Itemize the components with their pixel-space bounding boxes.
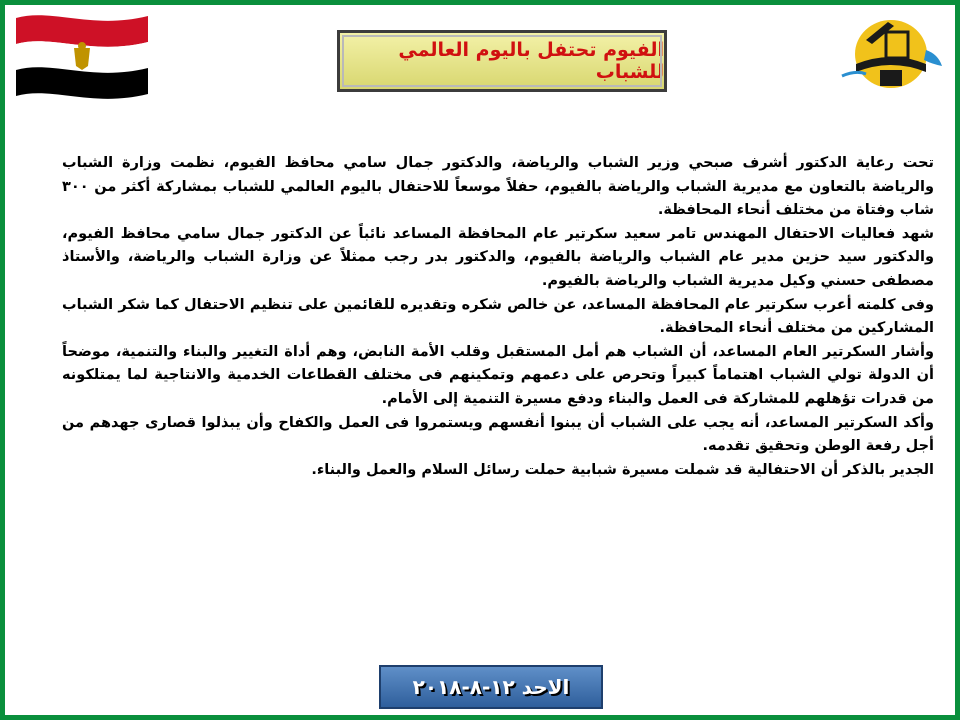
article-paragraph: وفى كلمته أعرب سكرتير عام المحافظة المساعد، عن خالص شكره وتقديره للقائمين على تنظيم الاحتفال كما شكر الشباب المشاركين من مختلف أنحاء المحافظة. bbox=[62, 296, 934, 337]
headline-banner bbox=[337, 30, 667, 92]
article-paragraph: شهد فعاليات الاحتفال المهندس تامر سعيد سكرتير عام المحافظة المساعد نائباً عن الدكتور جمال سامي محافظ الفيوم، والدكتور سيد حزين مدير عام الشباب والرياضة بالفيوم، والدكتور بدر رجب ممثلاً عن وزارة الشباب والرياضة، والأستاذ مصطفى حسني وكيل مديرية الشباب والرياضة بالفيوم. bbox=[62, 225, 934, 289]
publication-date: الاحد ١٢-٨-٢٠١٨ bbox=[412, 675, 570, 699]
fayoum-governorate-logo-icon bbox=[836, 10, 946, 96]
article-paragraph: تحت رعاية الدكتور أشرف صبحي وزير الشباب والرياضة، والدكتور جمال سامي محافظ الفيوم، نظمت وزارة الشباب والرياضة بالتعاون مع مديرية الشباب والرياضة بالفيوم، حفلاً موسعاً للاحتفال باليوم العالمي للشباب بمشاركة أكثر من ٣٠٠ شاب وفتاة من مختلف أنحاء المحافظة. bbox=[62, 155, 934, 219]
article-paragraph: الجدير بالذكر أن الاحتفالية قد شملت مسيرة شبابية حملت رسائل السلام والعمل والبناء. bbox=[311, 461, 934, 478]
egypt-flag-icon bbox=[12, 8, 152, 104]
article-paragraph: وأشار السكرتير العام المساعد، أن الشباب هم أمل المستقبل وقلب الأمة النابض، وهم أداة التغيير والبناء والتنمية، موضحاً أن الدولة تولي الشباب اهتماماً كبيراً وتحرص على دعمهم وتمكينهم فى مختلف القطاعات الخدمية والانتاجية لما يمتلكونه من قدرات تؤهلهم للمشاركة فى العمل والبناء ودفع مسيرة التنمية إلى الأمام. bbox=[62, 343, 934, 407]
article-body bbox=[62, 152, 934, 482]
date-banner bbox=[379, 665, 603, 709]
headline-title: الفيوم تحتفل باليوم العالمي للشباب bbox=[398, 39, 664, 83]
article-paragraph: وأكد السكرتير المساعد، أنه يجب على الشباب أن يبنوا أنفسهم ويستمروا فى العمل والكفاح وأن يبذلوا قصارى جهدهم من أجل رفعة الوطن وتحقيق تقدمه. bbox=[62, 414, 934, 455]
